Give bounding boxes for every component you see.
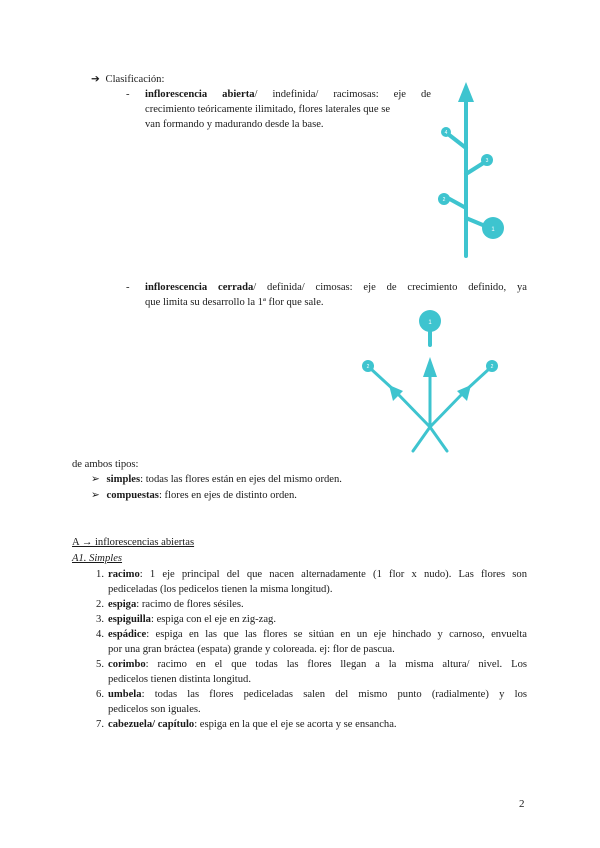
list-item: 7. cabezuela/ capítulo: espiga en la que el eje se acorta y se ensancha. xyxy=(96,719,397,730)
open-line3: van formando y madurando desde la base. xyxy=(145,119,324,130)
list-item: 6. umbela: todas las flores pediceladas salen del mismo punto (radialmente) y los pedicelos son iguales. xyxy=(96,689,527,715)
section-a1-heading: A1. Simples xyxy=(72,553,123,564)
flower-label-4: 4 xyxy=(444,130,448,136)
list-item: 2. espiga: racimo de flores sésiles. xyxy=(96,599,244,610)
compuestas-item xyxy=(91,488,297,503)
bullet-icon: ➢ xyxy=(91,474,100,485)
base-right xyxy=(430,427,447,451)
open-dash: - xyxy=(126,89,130,100)
flower-label-2: 2 xyxy=(442,197,446,203)
classification-title: Clasificación: xyxy=(105,74,165,85)
list-item: 5. corimbo: racimo en el que todas las flores llegan a la misma altura/ nivel. Los pedicelos tienen distinta longitud. xyxy=(96,659,527,685)
compuestas-term: compuestas xyxy=(106,490,159,501)
base-left xyxy=(413,427,430,451)
flower-center-label: 1 xyxy=(428,320,432,326)
list-item: 4. espádice: espiga en las que las flores se sitúan en un eje hinchado y carnoso, envuelta por una gran bráctea (espata) grande y coloreada. ej: flor de pascua. xyxy=(96,629,527,655)
branch-3-right xyxy=(466,162,485,174)
right-branch xyxy=(430,391,465,427)
section-a-heading: A → inflorescencias abiertas xyxy=(72,537,195,548)
open-line1: / indefinida/ racimosas: eje de xyxy=(254,89,431,100)
simples-desc: : todas las flores están en ejes del mismo orden. xyxy=(140,474,342,485)
open-line2: crecimiento teóricamente ilimitado, flores laterales que se xyxy=(145,104,391,115)
both-types-intro: de ambos tipos: xyxy=(72,459,139,470)
classification-heading xyxy=(91,72,164,87)
bullet-icon: ➢ xyxy=(91,490,100,501)
arrow-bullet-icon: ➔ xyxy=(91,74,100,85)
list-item: 1. racimo: 1 eje principal del que nacen alternadamente (1 flor x nudo). Las flores son pediceladas (los pedicelos tienen la misma longitud). xyxy=(96,569,527,595)
closed-line1: / definida/ cimosas: eje de crecimiento definido, ya xyxy=(253,282,527,293)
compuestas-desc: : flores en ejes de distinto orden. xyxy=(158,490,297,501)
closed-term: inflorescencia cerrada xyxy=(145,282,254,293)
closed-line2: que limita su desarrollo la 1ª flor que sale. xyxy=(145,297,324,308)
open-inflorescence-definition xyxy=(145,87,431,132)
closed-dash: - xyxy=(126,282,130,293)
open-inflorescence-list xyxy=(96,567,527,732)
open-inflorescence-diagram xyxy=(430,80,520,260)
list-item: 3. espiguilla: espiga con el eje en zig-zag. xyxy=(96,614,276,625)
closed-inflorescence-diagram xyxy=(355,305,505,457)
flower-label-3: 3 xyxy=(485,158,489,164)
flower-right-label: 2 xyxy=(490,364,494,370)
page-number: 2 xyxy=(519,798,525,810)
axis-arrowhead-icon xyxy=(458,82,474,102)
simples-term: simples xyxy=(106,474,141,485)
flower-left-label: 2 xyxy=(366,364,370,370)
center-arrowhead-icon xyxy=(423,357,437,377)
branch-4-left xyxy=(448,134,466,148)
flower-label-1: 1 xyxy=(491,227,495,233)
simples-item xyxy=(91,472,342,487)
left-branch xyxy=(395,391,430,427)
open-term: inflorescencia abierta xyxy=(145,89,255,100)
